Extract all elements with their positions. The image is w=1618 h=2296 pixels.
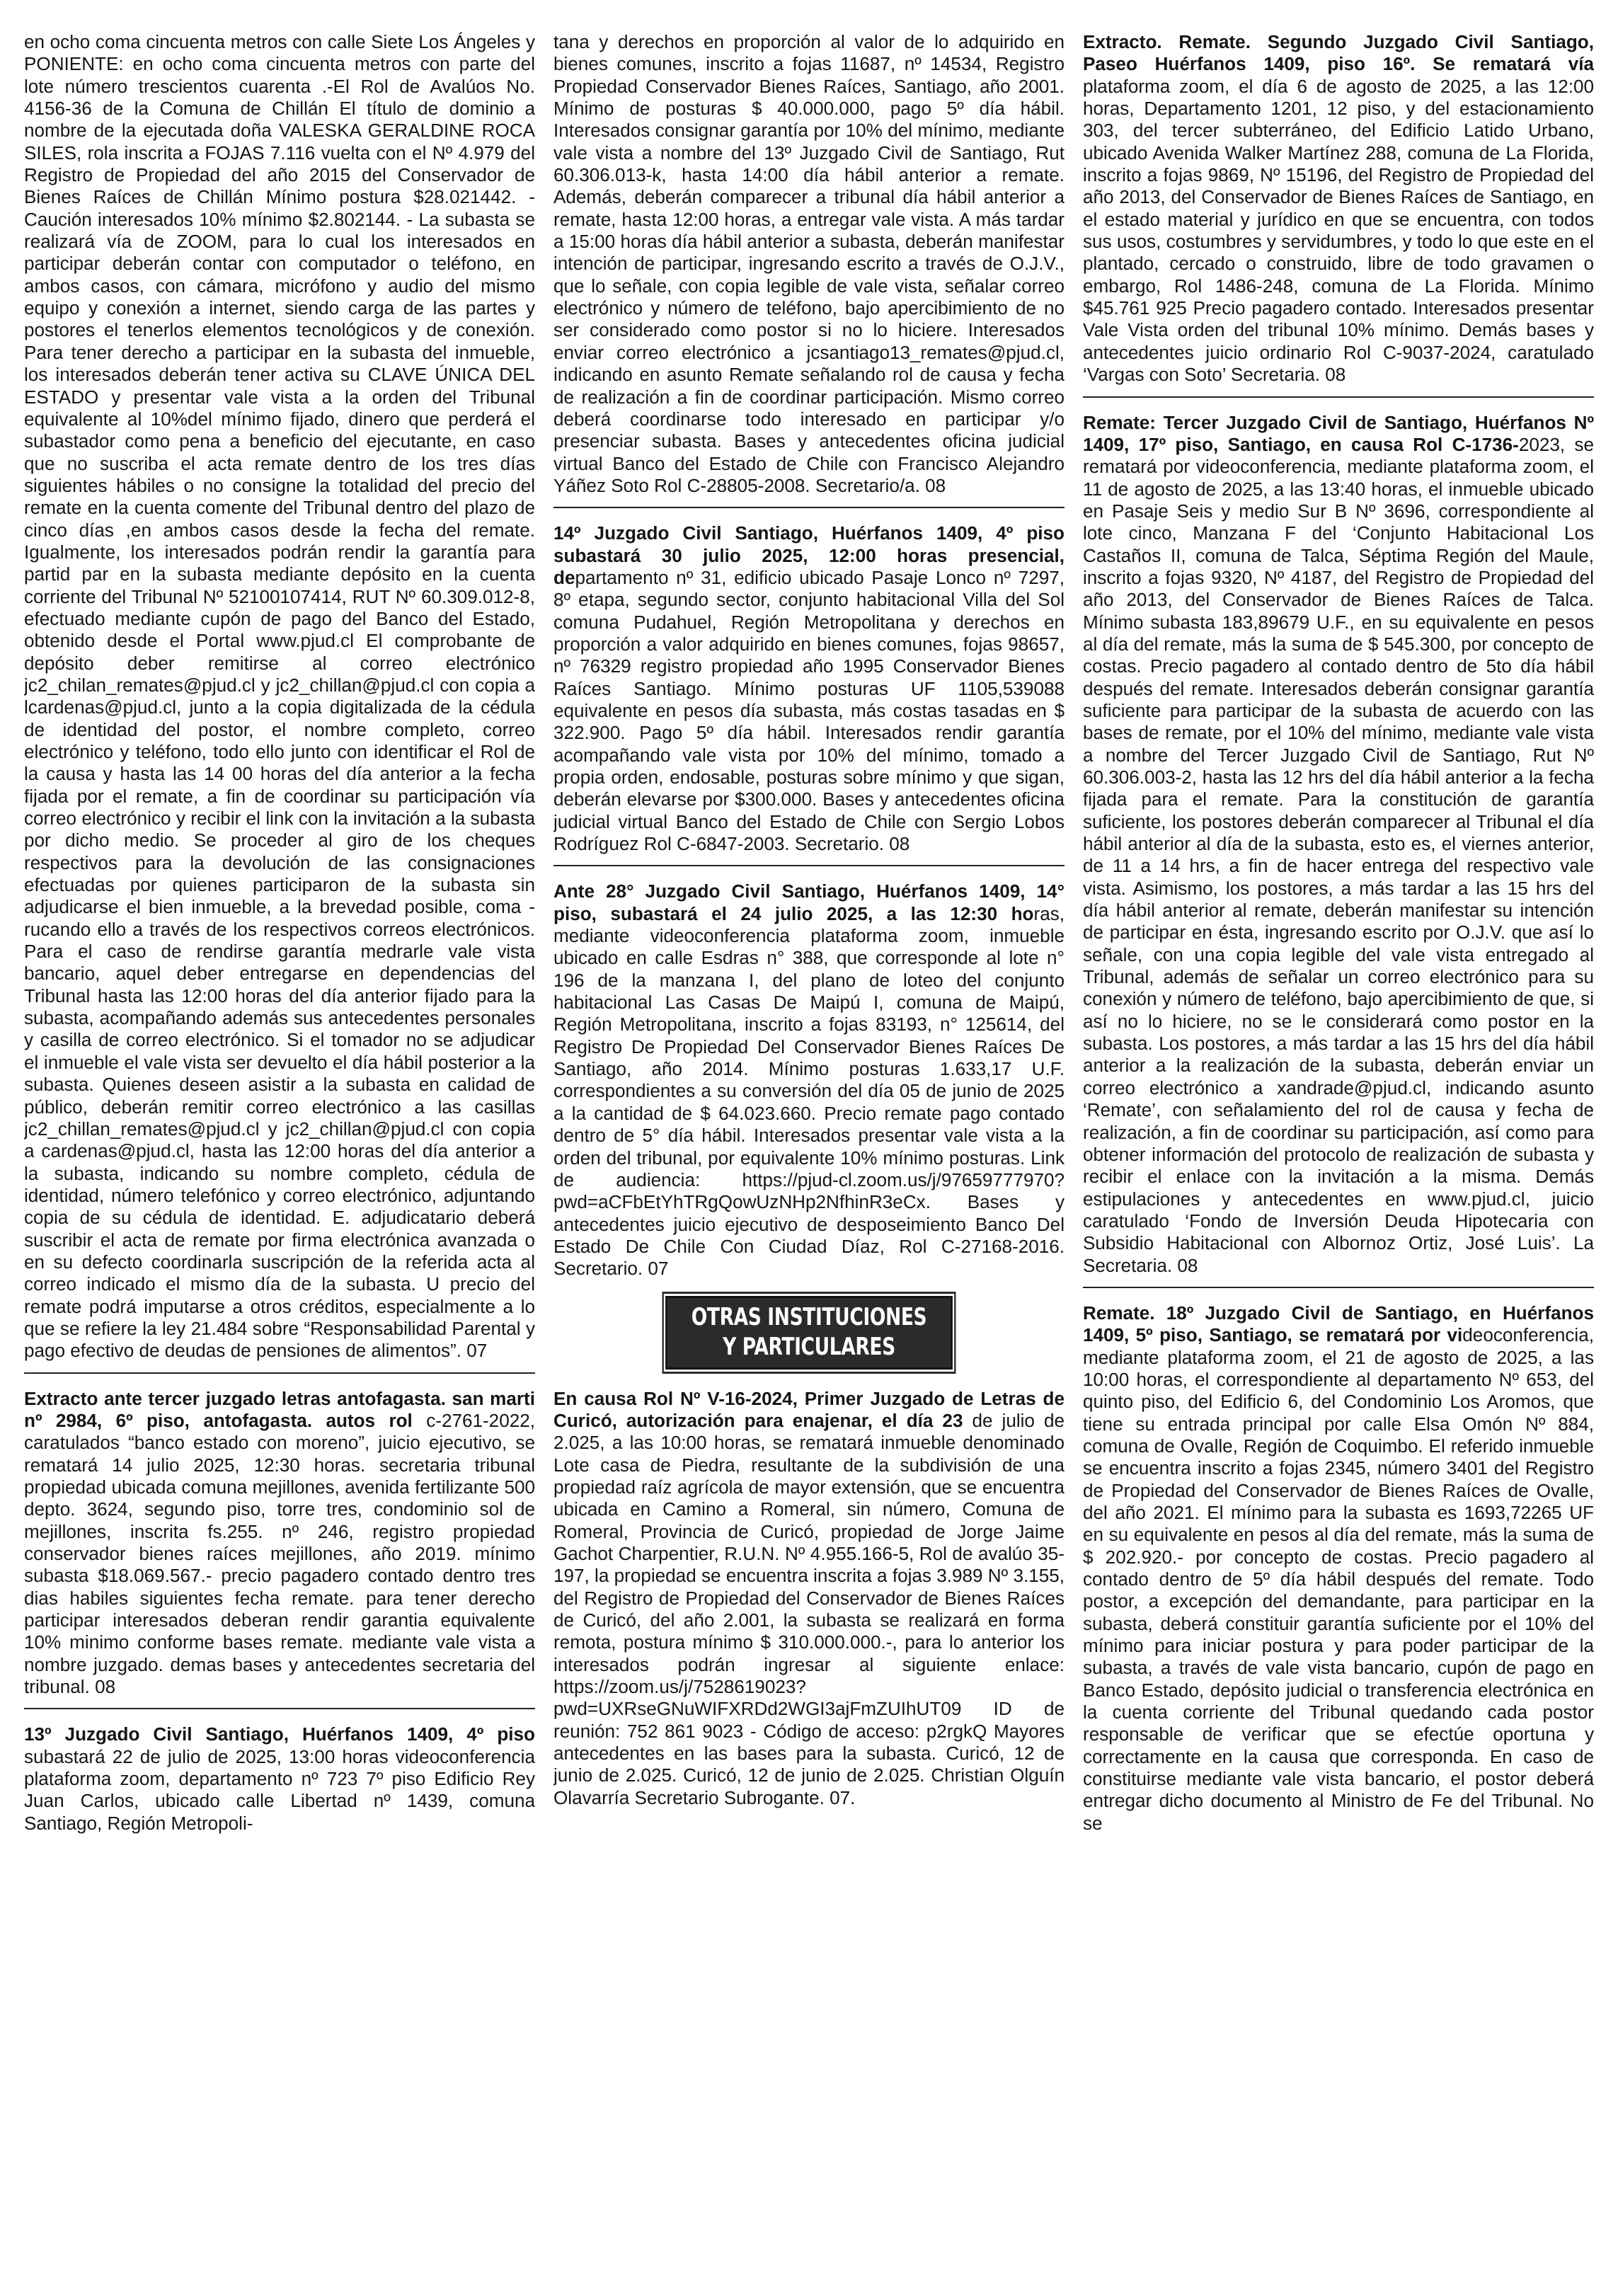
- notice-14-juzgado: [553, 522, 1065, 855]
- divider: [24, 1708, 535, 1709]
- notice-28-juzgado: [553, 880, 1065, 1280]
- notice-heading: Remate. 18º Juzgado Civil de Santiago, en Huérfanos 1409, 5º piso, Santiago, se rematará por vi: [1083, 1302, 1594, 1346]
- notice-heading: Ante 28° Juzgado Civil Santiago, Huérfanos 1409, 14° piso, subastará el 24 julio 2025, a las 12:30 ho: [553, 880, 1065, 924]
- notice-tercer-juzgado: [1083, 412, 1594, 1277]
- divider: [24, 1372, 535, 1374]
- column-2: [553, 31, 1065, 2275]
- notice-body: partamento nº 31, edificio ubicado Pasaje Lonco nº 7297, 8º etapa, segundo sector, conjunto habitacional Villa del Sol comuna Pudahuel, Región Metropolitana y derechos en proporción a valor adquirido en bienes comunes, fojas 98657, nº 76329 registro propiedad año 1995 Conservador Bienes Raíces Santiago. Mínimo posturas UF 1105,539088 equivalente en pesos día subasta, más costas tasadas en $ 322.900. Pago 5º día hábil. Interesados rendir garantía acompañando vale vista por 10% del mínimo, tomado a propia orden, endosable, posturas sobre mínimo y que sigan, deberán elevarse por $300.000. Bases y antecedentes oficina judicial virtual Banco del Estado de Chile con Sergio Lobos Rodríguez Rol C-6847-2003. Secretario. 08: [553, 566, 1065, 855]
- notice-body: en ocho coma cincuenta metros con calle Siete Los Ángeles y PONIENTE: en ocho coma cincuenta metros con parte del lote número trescientos cuarenta .-El Rol de Avalúos No. 4156-36 de la Comuna de Chillán El título de dominio a nombre de la ejecutada doña VALESKA GERALDINE ROCA SILES, rola inscrita a FOJAS 7.116 vuelta con el Nº 4.979 del Registro de Propiedad del año 2015 del Conservador de Bienes Raíces de Chillán Mínimo postura $28.021442. - Caución interesados 10% mínimo $2.802144. - La subasta se realizará vía de ZOOM, para lo cual los interesados en participar deberán contar con computador o teléfono, en ambos casos, con cámara, micrófono y audio del mismo equipo y conexión a internet, siendo carga de las partes y postores el tenerlos elementos tecnológicos y de conexión. Para tener derecho a participar en la subasta del inmueble, los interesados deberán tener activa su CLAVE ÚNICA DEL ESTADO y presentar vale vista a la orden del Tribunal equivalente al 10%del mínimo fijado, dinero que perderá el subastador como pena a beneficio del ejecutante, en caso que no suscriba el acta remate dentro de los tres días siguientes hábiles o no consigne la totalidad del precio del remate en la cuenta comente del Tribunal dentro del plazo de cinco días ,en ambos casos desde la fecha del remate. Igualmente, los interesados podrán rendir la garantía para partid par en la subasta mediante depósito en la cuenta corriente del Tribunal Nº 52100107414, RUT Nº 60.309.012-8, efectuado mediante cupón de pago del Banco del Estado, obtenido desde el Portal www.pjud.cl El comprobante de depósito deber remitirse al correo electrónico jc2_chilan_remates@pjud.cl y jc2_chillan@pjud.cl con copia a lcardenas@pjud.cl, junto a la copia digitalizada de la cédula de identidad del postor, el nombre completo, correo electrónico y teléfono, todo ello junto con identificar el Rol de la causa y hasta las 14 00 horas del día anterior a la fecha fijada por el remate, a fin de coordinar su participación vía correo electrónico y recibir el link con la invitación a la subasta por dicho medio. Se proceder al giro de los cheques respectivos para la devolución de las consignaciones efectuadas por quienes participaron de la subasta sin adjudicarse el bien inmueble, a la brevedad posible, coma -rucando ello a través de los respectivos correos electrónicos. Para el caso de rendirse garantía medrarle vale vista bancario, aquel deber entregarse en dependencias del Tribunal hasta las 12:00 horas del día anterior fijado para la subasta, acompañando además sus antecedentes personales y casilla de correo electrónico. Si el tomador no se adjudicar el inmueble el vale vista ser devuelto el día hábil posterior a la subasta. Quienes deseen asistir a la subasta en calidad de público, deberán remitir correo electrónico a las casillas jc2_chillan_remates@pjud.cl y jc2_chillan@pjud.cl con copia a cardenas@pjud.cl, hasta las 12:00 horas del día anterior a la subasta, indicando su nombre completo, cédula de identidad, número telefónico y correo electrónico, adjuntando copia de su cédula de identidad. E. adjudicatario deberá suscribir el acta de remate por firma electrónica avanzada o en su defecto coordinarla suscripción de la referida acta al correo indicado el mismo día de la subasta. U precio del remate podrá imputarse a otros créditos, especialmente a lo que se refiere la ley 21.484 sobre “Responsabilidad Parental y pago efectivo de deudas de pensiones de alimentos”. 07: [24, 31, 535, 1362]
- column-1: [24, 31, 535, 2275]
- notice-heading: En causa Rol Nº V-16-2024, Primer Juzgado de Letras de Curicó, autorización para enajenar, el día 23: [553, 1387, 1065, 1431]
- notice-heading: Extracto ante tercer juzgado letras antofagasta. san marti nº 2984, 6º piso, antofagasta. autos rol: [24, 1387, 535, 1431]
- notice-heading: 13º Juzgado Civil Santiago, Huérfanos 1409, 4º piso: [24, 1723, 535, 1745]
- notice-chillan-continued: [24, 31, 535, 1362]
- notice-body: plataforma zoom, el día 6 de agosto de 2025, a las 12:00 horas, Departamento 1201, 12 piso, y del estacionamiento 303, del tercer subterráneo, del Edificio Latido Urbano, ubicado Avenida Walker Martínez 288, comuna de La Florida, inscrito a fojas 9869, Nº 15196, del Registro de Propiedad del año 2013, del Conservador de Bienes Raíces de Santiago, en el estado material y jurídico en que se encuentra, con todos sus usos, costumbres y servidumbres, y todo lo que este en el plantado, cercado o construido, libre de todo gravamen o embargo, Rol 1486-248, comuna de La Florida. Mínimo $45.761 925 Precio pagadero contado. Interesados presentar Vale Vista orden del tribunal 10% mínimo. Demás bases y antecedentes juicio ordinario Rol C-9037-2024, caratulado ‘Vargas con Soto’ Secretaria. 08: [1083, 75, 1594, 386]
- notice-body: subastará 22 de julio de 2025, 13:00 horas videoconferencia plataforma zoom, departamento nº 723 7º piso Edificio Rey Juan Carlos, ubicado calle Libertad nº 1439, comuna Santiago, Región Metropoli-: [24, 1745, 535, 1834]
- notice-13-juzgado: [24, 1723, 535, 1835]
- divider: [1083, 396, 1594, 398]
- divider: [553, 507, 1065, 508]
- notice-18-juzgado: [1083, 1302, 1594, 1835]
- classifieds-page: [24, 31, 1594, 2275]
- notice-body: tana y derechos en proporción al valor de lo adquirido en bienes comunes, inscrito a fojas 11687, nº 14534, Registro Propiedad Conservador Bienes Raíces, Santiago, año 2001. Mínimo de posturas $ 40.000.000, pago 5º día hábil. Interesados consignar garantía por 10% del mínimo, mediante vale vista a nombre del 13º Juzgado Civil de Santiago, Rut 60.306.013-k, hasta 14:00 día hábil anterior a remate. Además, deberán comparecer a tribunal día hábil anterior a remate, hasta 12:00 horas, a entregar vale vista. A más tardar a 15:00 horas día hábil anterior a subasta, deberán manifestar intención de participar, ingresando escrito a través de O.J.V., que lo señale, con copia legible de vale vista, señalar correo electrónico y número de teléfono, bajo apercibimiento de no ser considerado como postor si no lo hiciere. Interesados enviar correo electrónico a jcsantiago13_remates@pjud.cl, indicando en asunto Remate señalando rol de causa y fecha de realización a fin de coordinar participación. Mismo correo deberá coordinarse todo interesado en participar y/o presenciar subasta. Bases y antecedentes oficina judicial virtual Banco del Estado de Chile con Francisco Alejandro Yáñez Soto Rol C-28805-2008. Secretario/a. 08: [553, 31, 1065, 496]
- section-header-line-1: OTRAS INSTITUCIONES: [691, 1302, 927, 1331]
- notice-heading: Remate: Tercer Juzgado Civil de Santiago, Huérfanos Nº 1409, 17º piso, Santiago, en causa Rol C-1736-: [1083, 411, 1594, 455]
- notice-segundo-juzgado: [1083, 31, 1594, 386]
- section-header-line-2: Y PARTICULARES: [723, 1332, 895, 1361]
- notice-13-juzgado-continued: [553, 31, 1065, 497]
- column-3: [1083, 31, 1594, 2275]
- notice-curico: [553, 1388, 1065, 1810]
- notice-body: c-2761-2022, caratulados “banco estado con moreno”, juicio ejecutivo, se rematará 14 julio 2025, 12:30 horas. secretaria tribunal propiedad ubicada comuna mejillones, avenida fertilizante 500 depto. 3624, segundo piso, torre tres, condominio sol de mejillones, inscrita fs.255. nº 246, registro propiedad conservador bienes raíces mejillones, año 2019. mínimo subasta $18.069.567.- precio pagadero contado dentro tres dias habiles siguientes fecha remate. para tener derecho participar interesados deberan rendir garantia equivalente 10% minimo conforme bases remate. mediante vale vista a nombre juzgado. demas bases y antecedentes secretaria del tribunal. 08: [24, 1409, 535, 1698]
- notice-heading: Extracto. Remate. Segundo Juzgado Civil Santiago, Paseo Huérfanos 1409, piso 16º. Se rematará vía: [1083, 31, 1594, 75]
- notice-body: ras, mediante videoconferencia plataforma zoom, inmueble ubicado en calle Esdras n° 388, que corresponde al lote n° 196 de la manzana I, del plano de loteo del conjunto habitacional Las Casas De Maipú I, comuna de Maipú, Región Metropolitana, inscrito a fojas 83193, n° 125614, del Registro De Propiedad Del Conservador Bienes Raíces De Santiago, año 2014. Mínimo posturas 1.633,17 U.F. correspondientes a su conversión del día 05 de junio de 2025 a la cantidad de $ 64.023.660. Precio remate pago contado dentro de 5° día hábil. Interesados presentar vale vista a la orden del tribunal, por equivalente 10% mínimo posturas. Link de audiencia: https://pjud-cl.zoom.us/j/97659777970?pwd=aCFbEtYhTRgQowUzNHp2NfhinR3eCx. Bases y antecedentes juicio ejecutivo de desposeimiento Banco Del Estado De Chile Con Ciudad Díaz, Rol C-27168-2016. Secretario. 07: [553, 902, 1065, 1280]
- notice-body: deoconferencia, mediante plataforma zoom, el 21 de agosto de 2025, a las 10:00 horas, el correspondiente al departamento Nº 653, del quinto piso, del Edificio 6, del Condominio Los Aromos, que tiene su entrada principal por calle Elsa Omón Nº 884, comuna de Ovalle, Región de Coquimbo. El referido inmueble se encuentra inscrito a fojas 2345, número 3401 del Registro de Propiedad del Conservador de Bienes Raíces de Ovalle, del año 2021. El mínimo para la subasta es 1693,72265 UF en su equivalente en pesos al día del remate, más la suma de $ 202.920.- por concepto de costas. Precio pagadero al contado dentro de 5º día hábil después del remate. Todo postor, a excepción del demandante, para participar en la subasta, deberá constituir garantía suficiente por el 10% del mínimo para iniciar postura y para poder participar de la subasta, a través de vale vista bancario, cupón de pago en Banco Estado, depósito judicial o transferencia electrónica en la cuenta corriente del Tribunal quedando cada postor responsable de verificar que se efectúe oportuna y correctamente en la causa que corresponda. En caso de constituirse mediante vale vista bancario, el postor deberá entregar dicho documento al Ministro de Fe del Tribunal. No se: [1083, 1324, 1594, 1834]
- notice-antofagasta: [24, 1388, 535, 1699]
- notice-body: 2023, se rematará por videoconferencia, mediante plataforma zoom, el 11 de agosto de 2025, a las 13:40 horas, el inmueble ubicado en Pasaje Seis y medio Sur B Nº 3696, correspondiente al lote cinco, Manzana F del ‘Conjunto Habitacional Los Castaños II, comuna de Talca, Séptima Región del Maule, inscrito a fojas 9320, Nº 4187, del Registro de Propiedad del año 2013, del Conservador de Bienes Raíces de Talca. Mínimo subasta 183,89679 U.F., en su equivalente en pesos al día del remate, más la suma de $ 545.300, por concepto de costas. Precio pagadero al contado dentro de 5to día hábil después del remate. Interesados deberán consignar garantía suficiente para participar de la subasta de acuerdo con las bases de remate, por el 10% del mínimo, mediante vale vista a nombre del Tercer Juzgado Civil de Santiago, Rut Nº 60.306.003-2, hasta las 12 hrs del día hábil anterior a la fecha fijada para el remate. Para la constitución de garantía suficiente, los postores deberán comparecer al Tribunal el día hábil anterior al día de la subasta, esto es, el viernes anterior, de 11 a 14 hrs, a fin de hacer entrega del respectivo vale vista. Asimismo, los postores, a más tardar a las 15 hrs del día hábil anterior al remate, deberán manifestar su intención de participar en ésta, ingresando escrito por O.J.V. que así lo señale, con una copia legible del vale vista entregado al Tribunal, además de señalar un correo electrónico para su conexión y número de teléfono, bajo apercibimiento de que, si así no lo hiciere, no se le considerará como postor en la subasta. Los postores, a más tardar a las 15 hrs del día hábil anterior a la realización de la subasta, deberán enviar un correo electrónico a xandrade@pjud.cl, indicando asunto ‘Remate’, con señalamiento del rol de causa y fecha de realización, a fin de coordinar su participación, así como para obtener información del protocolo de realización de subasta y recibir el enlace con la invitación a la misma. Demás estipulaciones y antecedentes en www.pjud.cl, juicio caratulado ‘Fondo de Inversión Deuda Hipotecaria con Subsidio Habitacional con Albornoz Ortiz, José Luis’. La Secretaria. 08: [1083, 433, 1594, 1276]
- notice-body: de julio de 2.025, a las 10:00 horas, se rematará inmueble denominado Lote casa de Piedra, resultante de la subdivisión de una propiedad raíz agrícola de mayor extensión, que se encuentra ubicada en Camino a Romeral, sin número, Comuna de Romeral, Provincia de Curicó, propiedad de Jorge Jaime Gachot Charpentier, R.U.N. Nº 4.955.166-5, Rol de avalúo 35-197, la propiedad se encuentra inscrita a fojas 3.989 Nº 3.155, del Registro de Propiedad del Conservador de Bienes Raíces de Curicó, del año 2.001, la subasta se realizará en forma remota, postura mínimo $ 310.000.000.-, para lo anterior los interesados podrán ingresar al siguiente enlace: https://zoom.us/j/7528619023?pwd=UXRseGNuWIFXRDd2WGI3ajFmZUIhUT09 ID de reunión: 752 861 9023 - Código de acceso: p2rgkQ Mayores antecedentes en las bases para la subasta. Curicó, 12 de junio de 2.025. Curicó, 12 de junio de 2.025. Christian Olguín Olavarría Secretario Subrogante. 07.: [553, 1409, 1065, 1808]
- notice-heading: 14º Juzgado Civil Santiago, Huérfanos 1409, 4º piso subastará 30 julio 2025, 12:00 horas presencial, de: [553, 522, 1065, 588]
- divider: [1083, 1287, 1594, 1288]
- divider: [553, 865, 1065, 866]
- section-header-otras-instituciones: [665, 1296, 953, 1370]
